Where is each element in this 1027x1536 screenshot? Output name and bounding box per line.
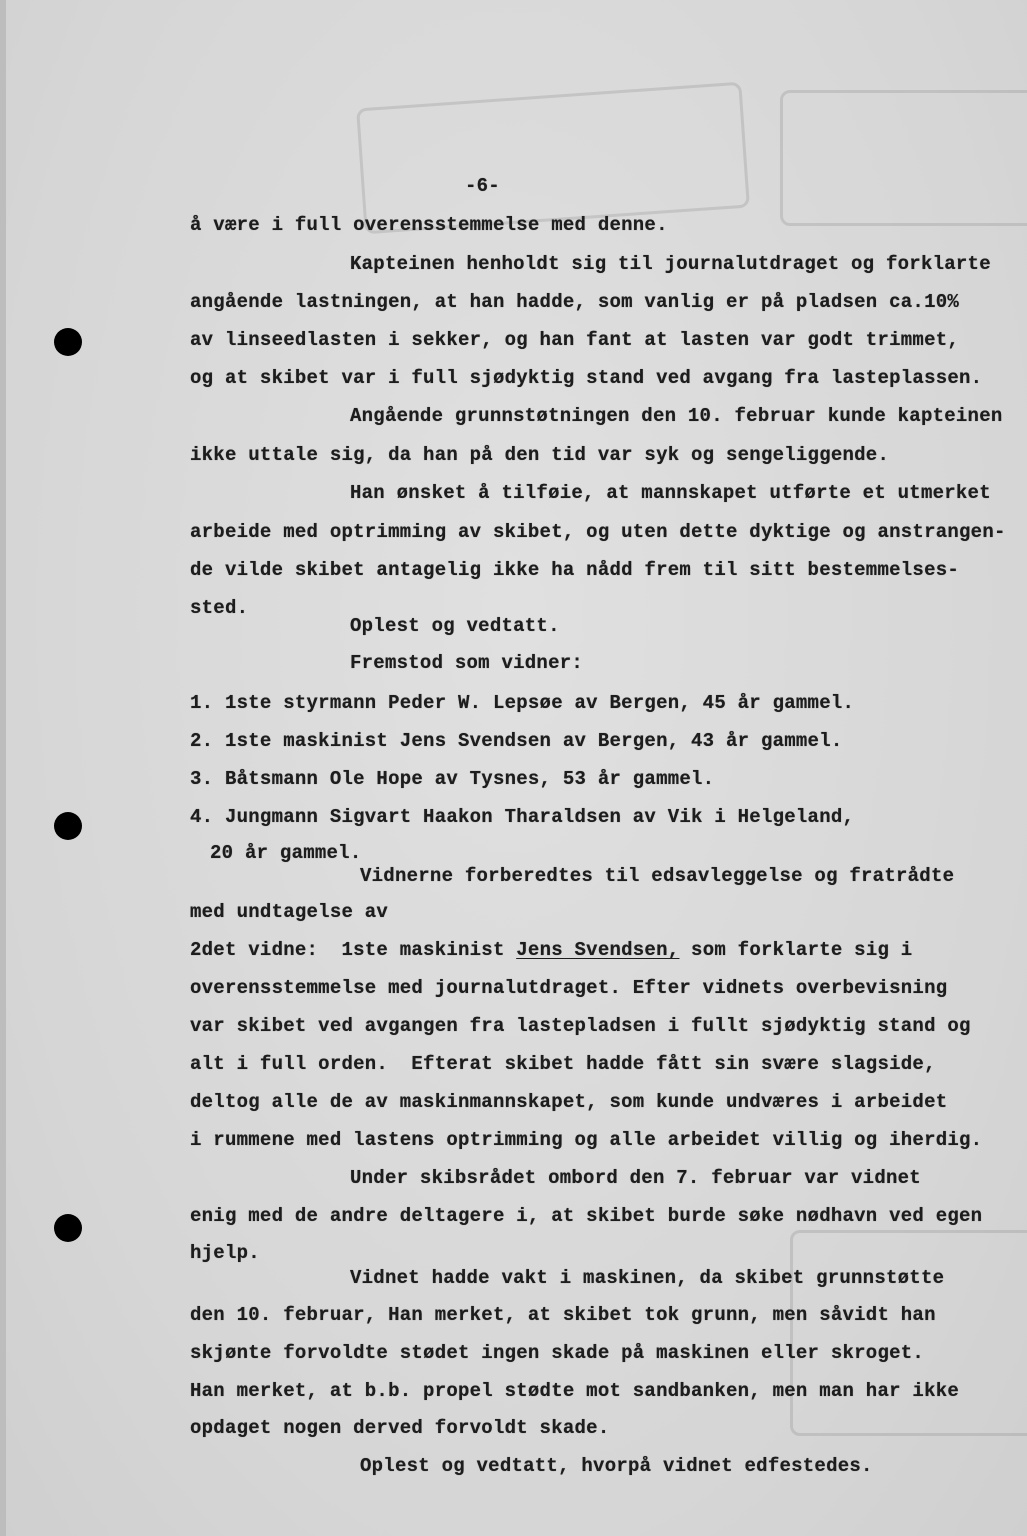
text-line: ikke uttale sig, da han på den tid var syk og sengeliggende. bbox=[190, 444, 890, 466]
scan-edge bbox=[0, 0, 6, 1536]
punch-hole bbox=[54, 328, 82, 356]
text-line: de vilde skibet antagelig ikke ha nådd frem til sitt bestemmelses- bbox=[190, 559, 960, 581]
text-line: Han ønsket å tilføie, at mannskapet utførte et utmerket bbox=[350, 482, 991, 504]
witness-name-underlined: Jens Svendsen, bbox=[516, 939, 680, 961]
witness-list-item: 3. Båtsmann Ole Hope av Tysnes, 53 år gammel. bbox=[190, 768, 715, 790]
text-line: arbeide med optrimming av skibet, og uten dette dyktige og anstrangen- bbox=[190, 521, 1006, 543]
witness-suffix: som forklarte sig i bbox=[679, 939, 913, 961]
witness-statement-heading bbox=[190, 939, 912, 961]
text-line: Han merket, at b.b. propel stødte mot sandbanken, men man har ikke bbox=[190, 1380, 960, 1402]
witness-prefix: 2det vidne: 1ste maskinist bbox=[190, 939, 517, 961]
text-line: var skibet ved avgangen fra lastepladsen i fullt sjødyktig stand og bbox=[190, 1015, 971, 1037]
text-line: Vidnerne forberedtes til edsavleggelse og fratrådte bbox=[360, 865, 955, 887]
text-line: alt i full orden. Efterat skibet hadde fått sin svære slagside, bbox=[190, 1053, 936, 1075]
text-line: av linseedlasten i sekker, og han fant at lasten var godt trimmet, bbox=[190, 329, 960, 351]
text-line: angående lastningen, at han hadde, som vanlig er på pladsen ca.10% bbox=[190, 291, 960, 313]
text-line: Angående grunnstøtningen den 10. februar kunde kapteinen bbox=[350, 405, 1003, 427]
text-line: Under skibsrådet ombord den 7. februar var vidnet bbox=[350, 1167, 921, 1189]
text-line: i rummene med lastens optrimming og alle arbeidet villig og iherdig. bbox=[190, 1129, 983, 1151]
text-line: opdaget nogen derved forvoldt skade. bbox=[190, 1417, 610, 1439]
punch-hole bbox=[54, 1214, 82, 1242]
punch-hole bbox=[54, 812, 82, 840]
text-line: Fremstod som vidner: bbox=[350, 652, 584, 674]
text-line: enig med de andre deltagere i, at skibet burde søke nødhavn ved egen bbox=[190, 1205, 983, 1227]
text-line: skjønte forvoldte stødet ingen skade på maskinen eller skroget. bbox=[190, 1342, 925, 1364]
faded-stamp bbox=[356, 82, 750, 235]
page-number: -6- bbox=[465, 175, 500, 197]
text-line: 20 år gammel. bbox=[210, 842, 362, 864]
witness-list-item: 2. 1ste maskinist Jens Svendsen av Bergen, 43 år gammel. bbox=[190, 730, 843, 752]
text-line: å være i full overensstemmelse med denne. bbox=[190, 214, 668, 236]
text-line: og at skibet var i full sjødyktig stand ved avgang fra lasteplassen. bbox=[190, 367, 983, 389]
text-line: Kapteinen henholdt sig til journalutdraget og forklarte bbox=[350, 253, 991, 275]
text-line: den 10. februar, Han merket, at skibet tok grunn, men såvidt han bbox=[190, 1304, 936, 1326]
text-line: overensstemmelse med journalutdraget. Efter vidnets overbevisning bbox=[190, 977, 948, 999]
witness-list-item: 1. 1ste styrmann Peder W. Lepsøe av Bergen, 45 år gammel. bbox=[190, 692, 855, 714]
text-line: hjelp. bbox=[190, 1242, 260, 1264]
witness-list-item: 4. Jungmann Sigvart Haakon Tharaldsen av Vik i Helgeland, bbox=[190, 806, 855, 828]
text-line: sted. bbox=[190, 597, 249, 619]
faded-stamp bbox=[790, 1230, 1027, 1436]
text-line: deltog alle de av maskinmannskapet, som kunde undværes i arbeidet bbox=[190, 1091, 948, 1113]
text-line: Oplest og vedtatt. bbox=[350, 615, 560, 637]
text-line: Oplest og vedtatt, hvorpå vidnet edfestedes. bbox=[360, 1455, 873, 1477]
text-line: med undtagelse av bbox=[190, 901, 389, 923]
faded-stamp bbox=[780, 90, 1027, 226]
text-line: Vidnet hadde vakt i maskinen, da skibet grunnstøtte bbox=[350, 1267, 945, 1289]
